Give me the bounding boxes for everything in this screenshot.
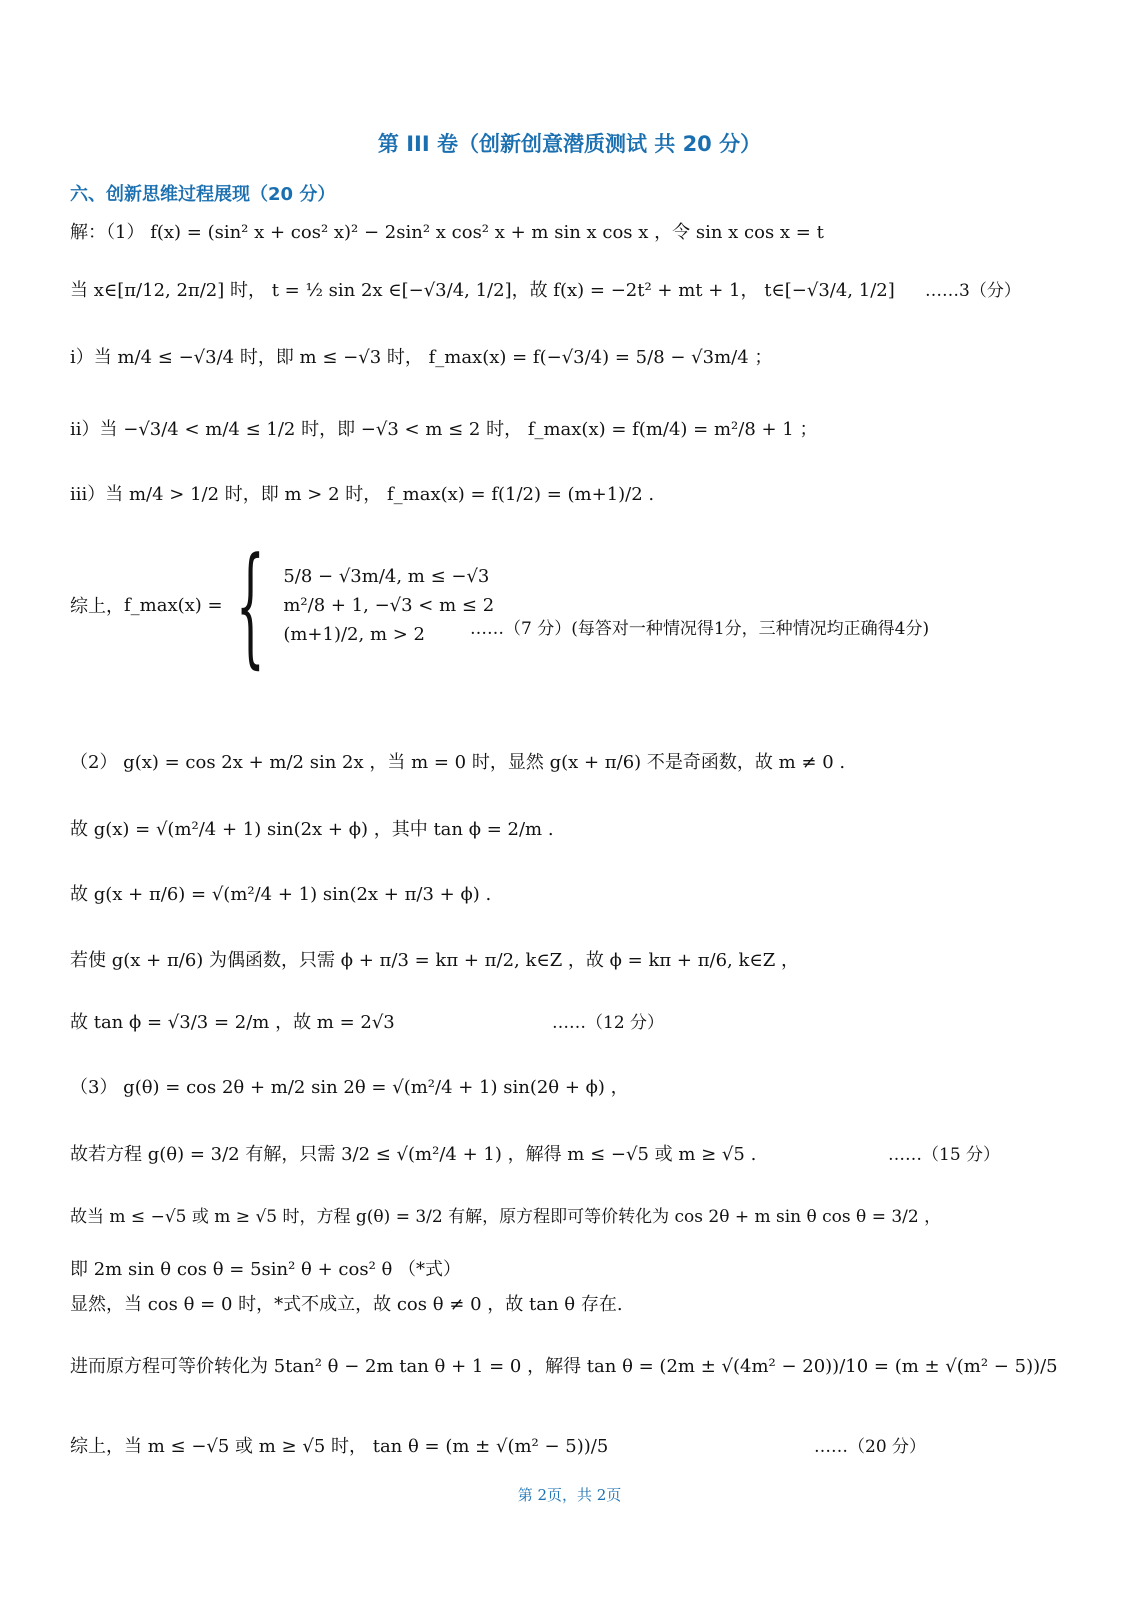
score-marker: ……（20 分） <box>814 1437 927 1457</box>
part3-line-3: 故当 m ≤ −√5 或 m ≥ √5 时，方程 g(θ) = 3/2 有解，原方程即可等价转化为 cos 2θ + m sin θ cos θ = 3/2 ， <box>70 1207 942 1227</box>
part3-line-5: 显然，当 cos θ = 0 时，*式不成立，故 cos θ ≠ 0 ，故 tan θ 存在. <box>70 1294 623 1315</box>
section-heading: 六、创新思维过程展现（20 分） <box>70 184 336 205</box>
page-footer: 第 2页，共 2页 <box>517 1486 622 1504</box>
part2-line-4: 若使 g(x + π/6) 为偶函数，只需 ϕ + π/3 = kπ + π/2, k∈Z ，故 ϕ = kπ + π/6, k∈Z ， <box>70 950 799 971</box>
solution-line-1-text: 解：（1） <box>70 222 145 243</box>
part3-line-4: 即 2m sin θ cos θ = 5sin² θ + cos² θ （*式） <box>70 1259 462 1280</box>
summary-f: f_max(x) = <box>124 594 223 616</box>
part2-line-3: 故 g(x + π/6) = √(m²/4 + 1) sin(2x + π/3 + ϕ) . <box>70 884 492 905</box>
case-3: iii）当 m/4 > 1/2 时，即 m > 2 时， f_max(x) = f(1/2) = (m+1)/2 . <box>70 484 655 505</box>
solution-line-2-text: 当 x∈[π/12, 2π/2] 时， t = ½ sin 2x ∈[−√3/4, 1/2]，故 f(x) = −2t² + mt + 1， t∈[−√3/4, 1/2] <box>70 280 895 301</box>
score-marker: ……3（分） <box>925 281 1021 301</box>
part2-line-2: 故 g(x) = √(m²/4 + 1) sin(2x + ϕ) ，其中 tan ϕ = 2/m . <box>70 819 554 840</box>
case-2: ii）当 −√3/4 < m/4 ≤ 1/2 时，即 −√3 < m ≤ 2 时， f_max(x) = f(m/4) = m²/8 + 1 ； <box>70 419 818 440</box>
part2-line-1: （2） g(x) = cos 2x + m/2 sin 2x ，当 m = 0 时，显然 g(x + π/6) 不是奇函数，故 m ≠ 0 . <box>70 752 846 773</box>
score-marker: ……（15 分） <box>888 1145 1001 1165</box>
part3-line-2: 故若方程 g(θ) = 3/2 有解，只需 3/2 ≤ √(m²/4 + 1) ，解得 m ≤ −√5 或 m ≥ √5 . <box>70 1144 757 1165</box>
summary-prefix: 综上， <box>70 596 124 617</box>
score-marker: ……（12 分） <box>552 1013 665 1033</box>
part3-line-6: 进而原方程可等价转化为 5tan² θ − 2m tan θ + 1 = 0 ，解得 tan θ = (2m ± √(4m² − 20))/10 = (m ± √(m² − 5))/5 <box>70 1356 1058 1377</box>
page-title: 第 III 卷（创新创意潜质测试 共 20 分） <box>377 132 762 156</box>
solution-line-1 <box>70 218 824 244</box>
summary-block <box>70 529 495 681</box>
case-1: i）当 m/4 ≤ −√3/4 时，即 m ≤ −√3 时， f_max(x) = f(−√3/4) = 5/8 − √3m/4 ； <box>70 347 773 368</box>
score-marker: ……（7 分）(每答对一种情况得1分，三种情况均正确得4分) <box>470 619 930 639</box>
piecewise-cases <box>283 566 494 645</box>
solution-line-1-math: f(x) = (sin² x + cos² x)² − 2sin² x cos² x + m sin x cos x ，令 sin x cos x = t <box>150 222 824 243</box>
solution-line-2 <box>70 276 895 302</box>
piecewise-case: m²/8 + 1, −√3 < m ≤ 2 <box>283 594 495 616</box>
part2-line-5: 故 tan ϕ = √3/3 = 2/m ，故 m = 2√3 <box>70 1012 395 1033</box>
part3-line-7: 综上，当 m ≤ −√5 或 m ≥ √5 时， tan θ = (m ± √(m² − 5))/5 <box>70 1436 609 1457</box>
piecewise-case: (m+1)/2, m > 2 <box>283 623 425 645</box>
part3-line-1: （3） g(θ) = cos 2θ + m/2 sin 2θ = √(m²/4 + 1) sin(2θ + ϕ) ， <box>70 1077 629 1098</box>
brace-icon: { <box>235 529 265 681</box>
piecewise-case: 5/8 − √3m/4, m ≤ −√3 <box>283 565 490 587</box>
